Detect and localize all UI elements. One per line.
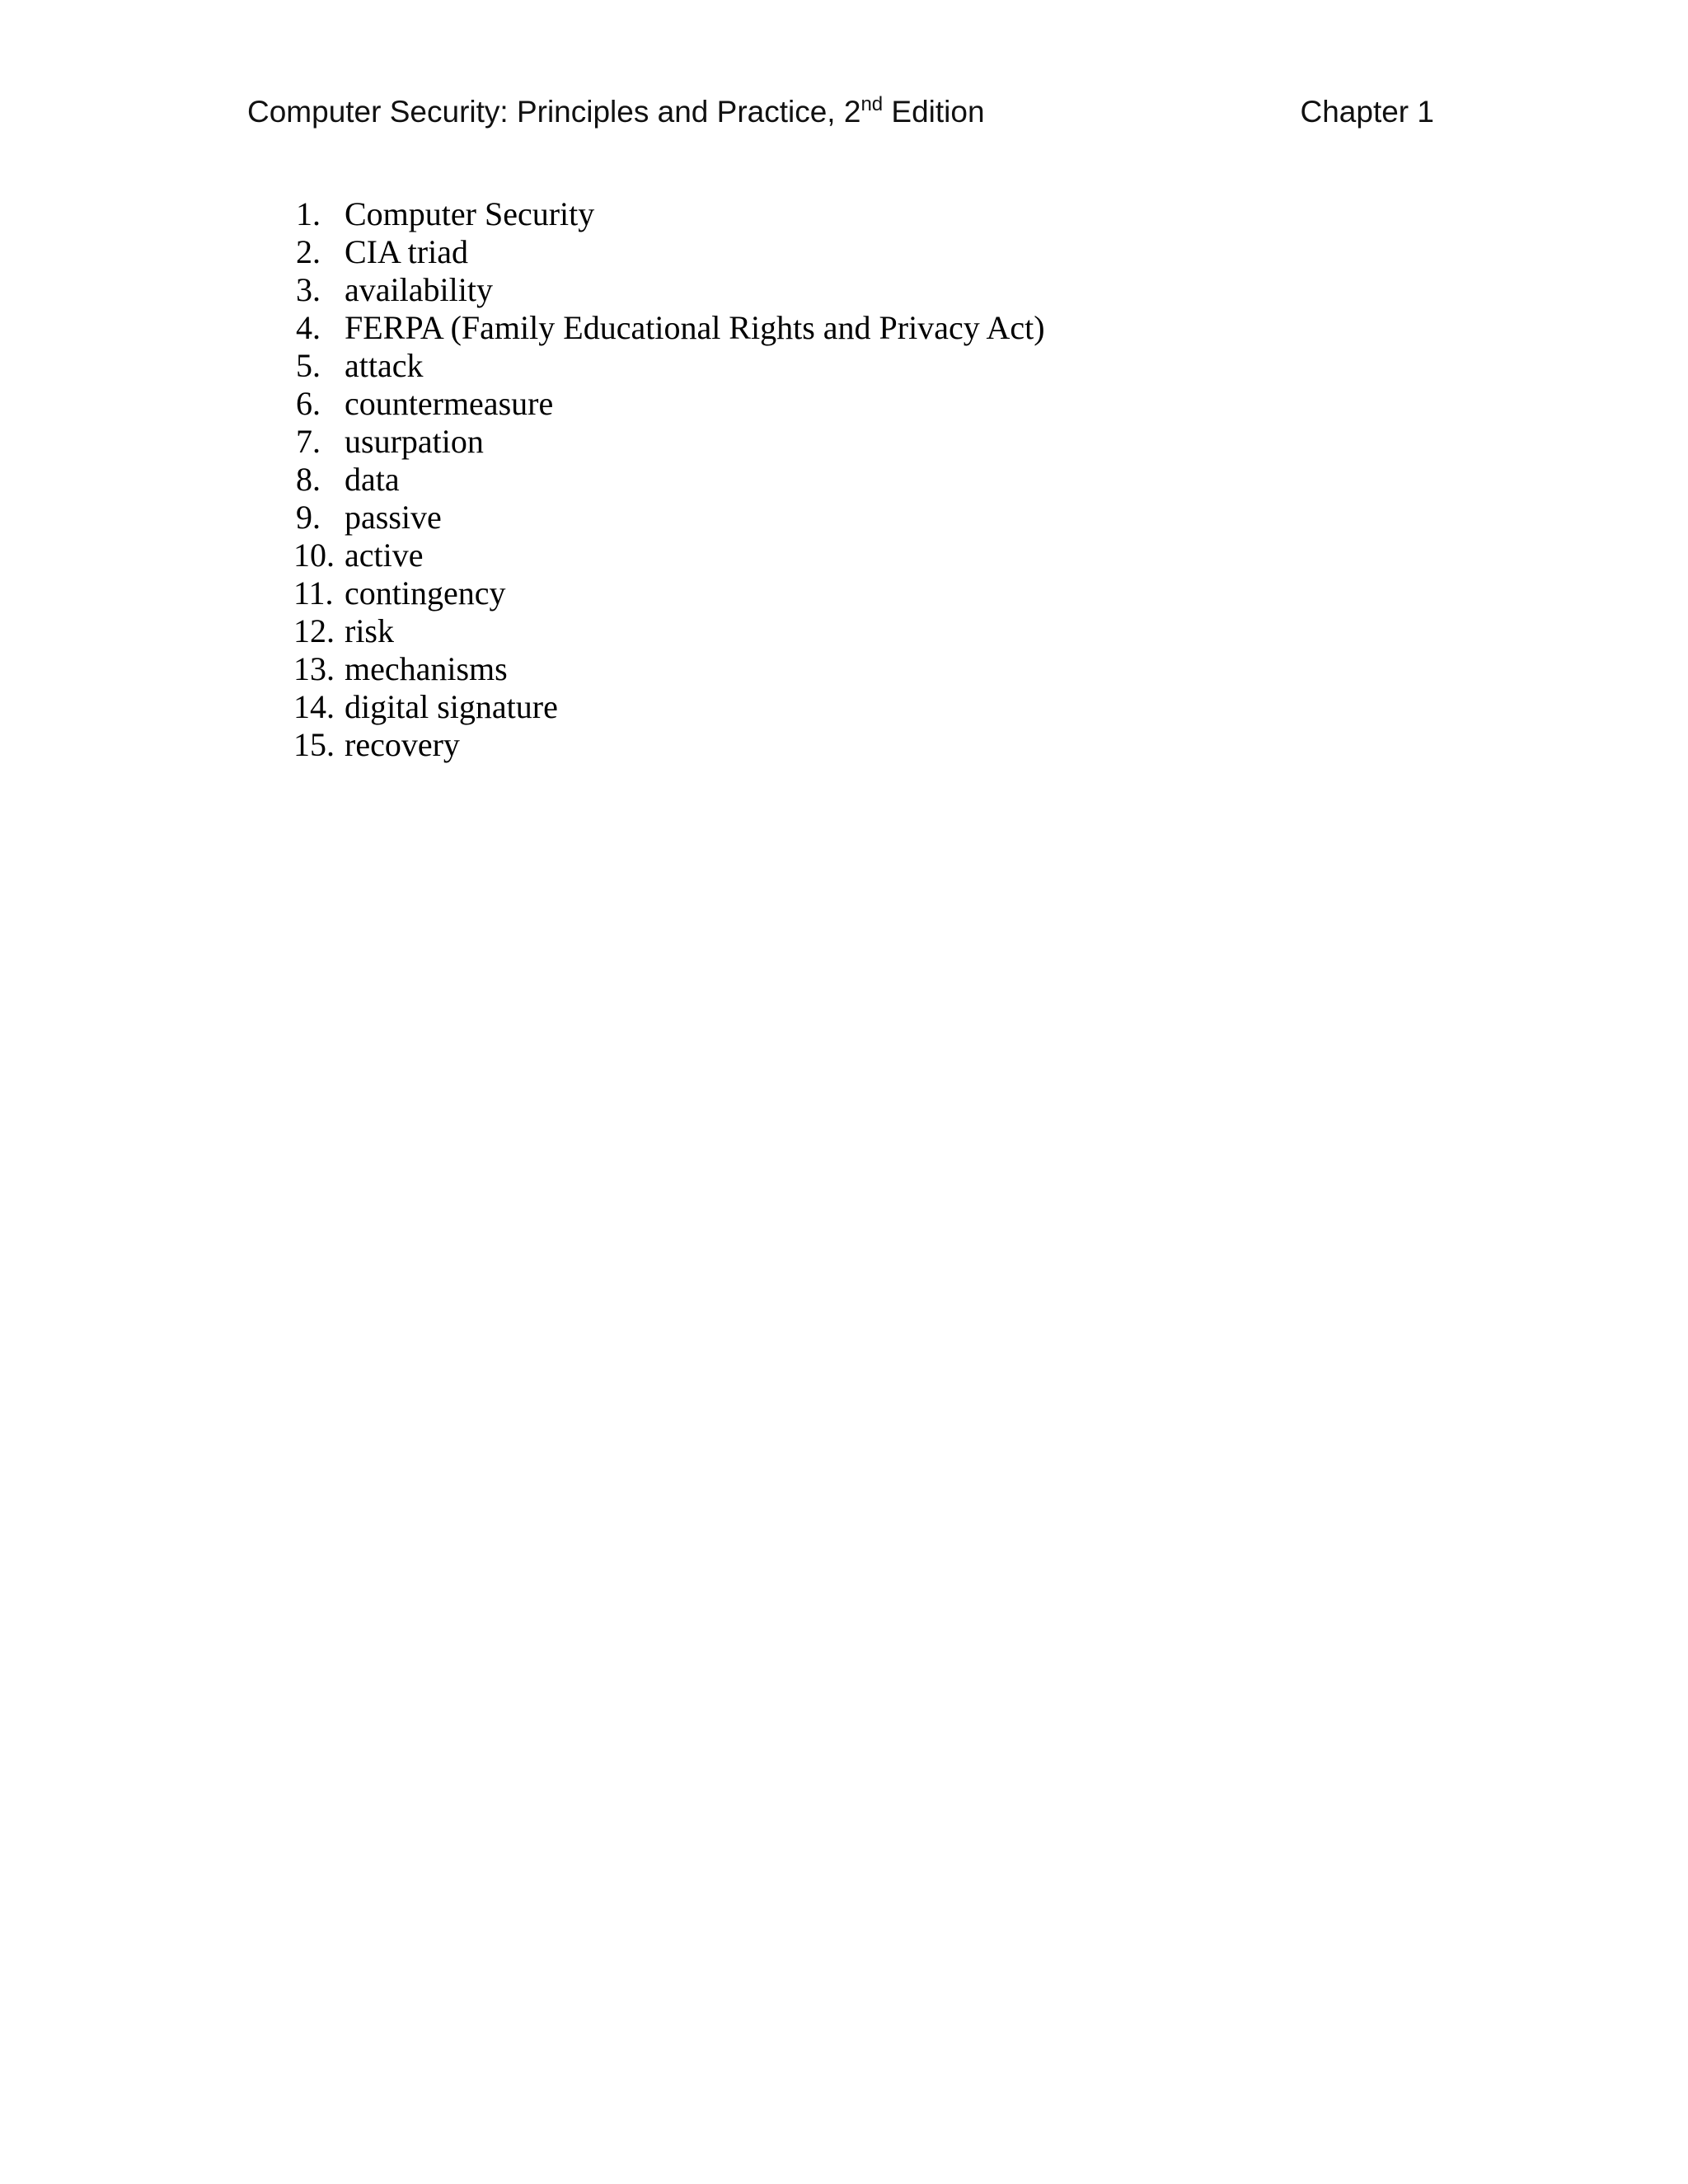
list-item-number: 14. [293, 688, 335, 725]
list-item [293, 385, 1045, 423]
list-item [293, 688, 1045, 726]
list-item-number: 12. [293, 612, 335, 649]
list-item [293, 461, 1045, 499]
list-item-number: 3. [296, 271, 321, 308]
list-item-number: 4. [296, 309, 321, 346]
list-item-text: countermeasure [345, 385, 554, 422]
list-item [293, 537, 1045, 574]
list-item-number: 8. [296, 461, 321, 498]
list-item [293, 499, 1045, 537]
list-item-text: attack [345, 347, 424, 384]
header-chapter: Chapter 1 [1300, 95, 1434, 129]
list-item [293, 574, 1045, 612]
list-item-text: digital signature [345, 688, 558, 725]
list-item-text: Computer Security [345, 195, 595, 232]
list-item-number: 2. [296, 233, 321, 270]
list-item-text: passive [345, 499, 442, 536]
list-item [293, 195, 1045, 233]
list-item [293, 650, 1045, 688]
list-item-number: 13. [293, 650, 335, 687]
list-item [293, 423, 1045, 461]
header-title-end: Edition [883, 95, 985, 129]
list-item-text: active [345, 537, 424, 574]
list-item-text: usurpation [345, 423, 484, 460]
header-title-main: Computer Security: Principles and Practice, 2 [247, 95, 861, 129]
list-item-number: 6. [296, 385, 321, 422]
list-item-text: FERPA (Family Educational Rights and Privacy Act) [345, 309, 1045, 346]
list-item [293, 726, 1045, 764]
list-item-text: recovery [345, 726, 460, 763]
header-title [247, 95, 985, 129]
answer-list [293, 195, 1045, 764]
list-item-number: 10. [293, 537, 335, 574]
list-item-text: risk [345, 612, 394, 649]
list-item [293, 271, 1045, 309]
list-item [293, 233, 1045, 271]
list-item-number: 11. [293, 574, 334, 612]
list-item-text: CIA triad [345, 233, 468, 270]
list-item-number: 15. [293, 726, 335, 763]
list-item-number: 7. [296, 423, 321, 460]
list-item-text: contingency [345, 574, 506, 612]
list-item [293, 612, 1045, 650]
list-item [293, 309, 1045, 347]
list-item-text: data [345, 461, 400, 498]
page-header [247, 95, 1434, 144]
list-item-text: mechanisms [345, 650, 508, 687]
list-item [293, 347, 1045, 385]
list-item-number: 1. [296, 195, 321, 232]
header-title-superscript: nd [860, 93, 884, 115]
list-item-number: 9. [296, 499, 321, 536]
list-item-text: availability [345, 271, 493, 308]
list-item-number: 5. [296, 347, 321, 384]
